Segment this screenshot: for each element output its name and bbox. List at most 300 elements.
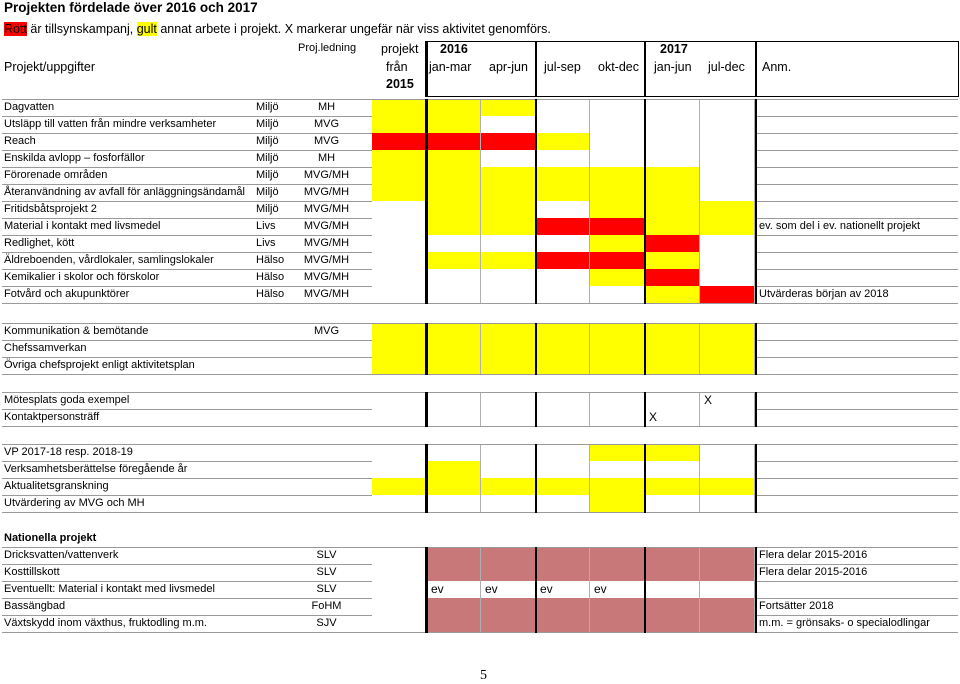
- schedule-cell: [372, 340, 427, 357]
- row-lead: FoHM: [311, 600, 342, 612]
- schedule-cell: [536, 252, 590, 269]
- schedule-cell: [427, 357, 481, 374]
- schedule-cell: [700, 547, 755, 564]
- schedule-cell: [645, 547, 700, 564]
- schedule-cell: [427, 547, 481, 564]
- row-note: ev. som del i ev. nationellt projekt: [759, 220, 921, 232]
- schedule-cell: [536, 495, 590, 512]
- row-lead: MVG/MH: [303, 237, 350, 249]
- schedule-cell: [536, 235, 590, 252]
- schedule-cell: [481, 286, 536, 303]
- schedule-cell: [645, 564, 700, 581]
- column-separator: [425, 444, 428, 513]
- header-year-2017: 2017: [660, 42, 688, 56]
- row-project-name: Övriga chefsprojekt enligt aktivitetsplan: [4, 359, 195, 371]
- header-period-apr-jun: apr-jun: [489, 60, 528, 74]
- schedule-cell: [645, 615, 700, 632]
- row-area: Hälso: [256, 288, 285, 300]
- schedule-cell: [481, 218, 536, 235]
- schedule-cell: [372, 461, 427, 478]
- schedule-cell: [427, 150, 481, 167]
- schedule-cell: [645, 357, 700, 374]
- row-project-name: Växtskydd inom växthus, fruktodling m.m.: [4, 617, 207, 629]
- row-project-name: Kontaktpersonsträff: [4, 411, 100, 423]
- schedule-cell: [372, 357, 427, 374]
- schedule-cell: [372, 201, 427, 218]
- schedule-cell: [590, 461, 645, 478]
- header-column-separator: [755, 41, 757, 97]
- column-separator: [425, 392, 428, 427]
- schedule-cell: [427, 598, 481, 615]
- row-project-name: Verksamhetsberättelse föregående år: [4, 463, 188, 475]
- header-column-separator: [535, 41, 537, 97]
- row-lead: MVG/MH: [303, 288, 350, 300]
- schedule-cell: [536, 478, 590, 495]
- schedule-cell: [590, 409, 645, 426]
- row-project-name: Fritidsbåtsprojekt 2: [4, 203, 97, 215]
- schedule-cell: [481, 184, 536, 201]
- eventual-mark: ev: [540, 582, 553, 596]
- column-separator: [755, 392, 757, 427]
- schedule-cell: [372, 564, 427, 581]
- header-period-jul-sep: jul-sep: [544, 60, 581, 74]
- row-area: Miljö: [256, 169, 279, 181]
- schedule-cell: [700, 133, 755, 150]
- schedule-cell: [481, 252, 536, 269]
- row-note: Utvärderas början av 2018: [759, 288, 889, 300]
- column-separator: [535, 99, 537, 304]
- row-project-name: Kemikalier i skolor och förskolor: [4, 271, 160, 283]
- schedule-cell: [536, 340, 590, 357]
- schedule-cell: [700, 167, 755, 184]
- row-project-name: VP 2017-18 resp. 2018-19: [4, 446, 133, 458]
- schedule-cell: [372, 444, 427, 461]
- row-lead: SLV: [316, 549, 337, 561]
- schedule-cell: [645, 252, 700, 269]
- row-project-name: Material i kontakt med livsmedel: [4, 220, 161, 232]
- schedule-cell: [700, 184, 755, 201]
- row-project-name: Dagvatten: [4, 101, 55, 113]
- schedule-cell: [700, 252, 755, 269]
- schedule-cell: [645, 392, 700, 409]
- schedule-cell: [645, 133, 700, 150]
- schedule-cell: [372, 409, 427, 426]
- schedule-cell: [536, 201, 590, 218]
- schedule-cell: [481, 615, 536, 632]
- schedule-cell: [700, 478, 755, 495]
- schedule-cell: [481, 116, 536, 133]
- schedule-cell: [590, 252, 645, 269]
- row-note: m.m. = grönsaks- o specialodlingar: [759, 617, 930, 629]
- schedule-cell: [590, 167, 645, 184]
- schedule-cell: [481, 269, 536, 286]
- schedule-cell: [427, 218, 481, 235]
- schedule-cell: [481, 478, 536, 495]
- schedule-cell: [590, 598, 645, 615]
- schedule-cell: [372, 392, 427, 409]
- column-separator: [535, 392, 537, 427]
- schedule-cell: [427, 615, 481, 632]
- row-area: Miljö: [256, 203, 279, 215]
- row-note: Fortsätter 2018: [759, 600, 834, 612]
- schedule-cell: [427, 201, 481, 218]
- page-title: Projekten fördelade över 2016 och 2017: [4, 0, 258, 15]
- schedule-cell: [700, 615, 755, 632]
- schedule-cell: [481, 409, 536, 426]
- schedule-cell: [536, 444, 590, 461]
- schedule-cell: [481, 547, 536, 564]
- schedule-cell: [645, 235, 700, 252]
- schedule-cell: [372, 547, 427, 564]
- schedule-cell: [590, 564, 645, 581]
- schedule-cell: [536, 598, 590, 615]
- schedule-cell: [645, 598, 700, 615]
- schedule-cell: [645, 201, 700, 218]
- row-project-name: Förorenade områden: [4, 169, 108, 181]
- schedule-cell: [372, 581, 427, 598]
- row-project-name: Enskilda avlopp – fosforfällor: [4, 152, 145, 164]
- schedule-cell: [481, 150, 536, 167]
- activity-x-mark: X: [649, 410, 658, 424]
- schedule-cell: [536, 133, 590, 150]
- schedule-cell: [536, 184, 590, 201]
- row-divider: [2, 374, 958, 375]
- legend-text-2: annat arbete i projekt. X markerar ungefär när viss aktivitet genomförs.: [156, 22, 551, 36]
- schedule-cell: [372, 478, 427, 495]
- group-top-divider: [2, 444, 958, 445]
- schedule-cell: [700, 99, 755, 116]
- schedule-cell: [645, 286, 700, 303]
- schedule-cell: [372, 235, 427, 252]
- row-divider: [2, 303, 958, 304]
- schedule-cell: [481, 167, 536, 184]
- schedule-cell: [700, 598, 755, 615]
- schedule-cell: [372, 133, 427, 150]
- schedule-cell: [427, 252, 481, 269]
- schedule-cell: [700, 581, 755, 598]
- column-separator: [755, 323, 757, 375]
- schedule-cell: [481, 340, 536, 357]
- row-project-name: Bassängbad: [4, 600, 66, 612]
- eventual-mark: ev: [431, 582, 444, 596]
- column-separator: [425, 323, 428, 375]
- schedule-cell: [481, 323, 536, 340]
- schedule-cell: [700, 564, 755, 581]
- column-separator: [425, 99, 428, 304]
- schedule-cell: [700, 495, 755, 512]
- section-heading-nationella: Nationella projekt: [4, 532, 97, 544]
- header-fran: från: [386, 60, 408, 74]
- schedule-cell: [590, 99, 645, 116]
- schedule-cell: [536, 286, 590, 303]
- row-project-name: Chefssamverkan: [4, 342, 87, 354]
- header-projekt-uppgifter: Projekt/uppgifter: [4, 60, 96, 74]
- schedule-cell: [481, 357, 536, 374]
- row-project-name: Utsläpp till vatten från mindre verksamheter: [4, 118, 217, 130]
- schedule-cell: [536, 564, 590, 581]
- schedule-cell: [536, 461, 590, 478]
- row-lead: MVG: [313, 118, 340, 130]
- schedule-cell: [481, 235, 536, 252]
- schedule-cell: [700, 357, 755, 374]
- schedule-cell: [372, 252, 427, 269]
- header-anm: Anm.: [762, 60, 792, 74]
- column-separator: [425, 547, 428, 633]
- schedule-cell: [372, 184, 427, 201]
- schedule-cell: [700, 150, 755, 167]
- legend-text-1: är tillsynskampanj,: [26, 22, 137, 36]
- row-project-name: Kosttillskott: [4, 566, 60, 578]
- row-divider: [2, 632, 958, 633]
- header-year-2016: 2016: [440, 42, 468, 56]
- row-note: Flera delar 2015-2016: [759, 566, 868, 578]
- row-project-name: Fotvård och akupunktörer: [4, 288, 130, 300]
- schedule-cell: [700, 323, 755, 340]
- schedule-cell: [700, 218, 755, 235]
- schedule-cell: [427, 461, 481, 478]
- schedule-cell: [645, 495, 700, 512]
- row-area: Hälso: [256, 271, 285, 283]
- schedule-cell: [700, 444, 755, 461]
- schedule-cell: [372, 323, 427, 340]
- column-separator: [755, 547, 757, 633]
- schedule-cell: [427, 116, 481, 133]
- row-project-name: Återanvändning av avfall för anläggningsändamål: [4, 186, 245, 198]
- schedule-cell: [590, 340, 645, 357]
- schedule-cell: [645, 581, 700, 598]
- row-lead: MVG/MH: [303, 271, 350, 283]
- schedule-cell: [590, 323, 645, 340]
- row-lead: MVG/MH: [303, 203, 350, 215]
- schedule-cell: [427, 133, 481, 150]
- row-lead: MVG/MH: [303, 169, 350, 181]
- schedule-cell: [645, 218, 700, 235]
- header-period-jan-mar: jan-mar: [429, 60, 472, 74]
- schedule-cell: [645, 478, 700, 495]
- schedule-cell: [372, 218, 427, 235]
- schedule-cell: [700, 340, 755, 357]
- schedule-cell: [536, 323, 590, 340]
- schedule-cell: [536, 218, 590, 235]
- row-divider: [2, 426, 958, 427]
- schedule-cell: [645, 444, 700, 461]
- schedule-cell: [372, 167, 427, 184]
- schedule-cell: [427, 340, 481, 357]
- legend-yellow-word: gult: [136, 22, 157, 36]
- schedule-cell: [700, 409, 755, 426]
- row-lead: SLV: [316, 583, 337, 595]
- column-separator: [644, 547, 646, 633]
- row-lead: MVG: [313, 325, 340, 337]
- schedule-cell: [427, 184, 481, 201]
- schedule-cell: [700, 286, 755, 303]
- schedule-cell: [372, 116, 427, 133]
- column-separator: [644, 392, 646, 427]
- row-project-name: Äldreboenden, vårdlokaler, samlingslokaler: [4, 254, 214, 266]
- schedule-cell: [427, 235, 481, 252]
- schedule-cell: [590, 547, 645, 564]
- schedule-cell: [427, 409, 481, 426]
- schedule-cell: [536, 357, 590, 374]
- schedule-cell: [590, 478, 645, 495]
- row-project-name: Dricksvatten/vattenverk: [4, 549, 119, 561]
- schedule-cell: [700, 201, 755, 218]
- activity-x-mark: X: [704, 393, 713, 407]
- row-project-name: Utvärdering av MVG och MH: [4, 497, 145, 509]
- row-lead: MVG/MH: [303, 220, 350, 232]
- column-separator: [644, 444, 646, 513]
- schedule-cell: [372, 495, 427, 512]
- schedule-cell: [645, 340, 700, 357]
- group-top-divider: [2, 547, 958, 548]
- row-area: Miljö: [256, 152, 279, 164]
- schedule-cell: [590, 133, 645, 150]
- header-proj-ledning: Proj.ledning: [298, 42, 357, 54]
- schedule-cell: [427, 444, 481, 461]
- schedule-cell: [590, 269, 645, 286]
- group-top-divider: [2, 323, 958, 324]
- row-lead: MH: [317, 152, 336, 164]
- legend-red-word: Rött: [4, 22, 27, 36]
- schedule-cell: [427, 323, 481, 340]
- schedule-cell: [372, 615, 427, 632]
- schedule-cell: [536, 150, 590, 167]
- column-separator: [755, 444, 757, 513]
- schedule-cell: [590, 615, 645, 632]
- row-lead: SLV: [316, 566, 337, 578]
- schedule-cell: [372, 598, 427, 615]
- schedule-cell: [427, 269, 481, 286]
- schedule-cell: [481, 99, 536, 116]
- page-number: 5: [480, 668, 487, 683]
- schedule-cell: [427, 392, 481, 409]
- schedule-cell: [536, 99, 590, 116]
- schedule-cell: [590, 444, 645, 461]
- schedule-cell: [427, 167, 481, 184]
- schedule-cell: [645, 323, 700, 340]
- row-project-name: Eventuellt: Material i kontakt med livsmedel: [4, 583, 215, 595]
- schedule-cell: [481, 495, 536, 512]
- schedule-cell: [590, 495, 645, 512]
- schedule-cell: [481, 133, 536, 150]
- schedule-cell: [645, 167, 700, 184]
- schedule-cell: [427, 286, 481, 303]
- column-separator: [644, 323, 646, 375]
- schedule-cell: [536, 116, 590, 133]
- schedule-cell: [536, 269, 590, 286]
- header-2015: 2015: [386, 77, 414, 91]
- schedule-cell: [536, 392, 590, 409]
- schedule-cell: [590, 235, 645, 252]
- schedule-cell: [590, 357, 645, 374]
- row-project-name: Aktualitetsgranskning: [4, 480, 109, 492]
- schedule-cell: [536, 167, 590, 184]
- schedule-cell: [536, 409, 590, 426]
- row-area: Miljö: [256, 101, 279, 113]
- schedule-cell: [700, 269, 755, 286]
- row-area: Livs: [256, 220, 276, 232]
- row-area: Miljö: [256, 135, 279, 147]
- column-separator: [644, 99, 646, 304]
- schedule-cell: [645, 150, 700, 167]
- schedule-cell: [372, 99, 427, 116]
- schedule-cell: [645, 269, 700, 286]
- schedule-cell: [481, 392, 536, 409]
- row-lead: MVG/MH: [303, 186, 350, 198]
- schedule-cell: [427, 564, 481, 581]
- column-separator: [535, 444, 537, 513]
- row-lead: MVG: [313, 135, 340, 147]
- row-divider: [2, 512, 958, 513]
- eventual-mark: ev: [594, 582, 607, 596]
- row-project-name: Mötesplats goda exempel: [4, 394, 130, 406]
- header-period-okt-dec: okt-dec: [598, 60, 639, 74]
- column-separator: [755, 99, 757, 304]
- header-projekt: projekt: [381, 42, 419, 56]
- header-period-jan-jun: jan-jun: [654, 60, 692, 74]
- schedule-cell: [372, 286, 427, 303]
- schedule-cell: [590, 116, 645, 133]
- schedule-cell: [590, 150, 645, 167]
- row-lead: MVG/MH: [303, 254, 350, 266]
- row-area: Miljö: [256, 118, 279, 130]
- schedule-cell: [372, 150, 427, 167]
- row-area: Miljö: [256, 186, 279, 198]
- row-project-name: Reach: [4, 135, 36, 147]
- group-top-divider: [2, 392, 958, 393]
- schedule-cell: [645, 99, 700, 116]
- column-separator: [535, 547, 537, 633]
- schedule-cell: [481, 564, 536, 581]
- row-area: Livs: [256, 237, 276, 249]
- row-lead: MH: [317, 101, 336, 113]
- schedule-cell: [590, 201, 645, 218]
- eventual-mark: ev: [485, 582, 498, 596]
- schedule-cell: [700, 116, 755, 133]
- row-project-name: Redlighet, kött: [4, 237, 75, 249]
- schedule-cell: [645, 116, 700, 133]
- group-top-divider: [2, 99, 958, 100]
- schedule-cell: [700, 461, 755, 478]
- schedule-cell: [536, 547, 590, 564]
- schedule-cell: [700, 235, 755, 252]
- schedule-cell: [645, 184, 700, 201]
- legend-line: [4, 22, 551, 36]
- schedule-cell: [536, 615, 590, 632]
- schedule-cell: [590, 184, 645, 201]
- header-column-separator: [644, 41, 646, 97]
- schedule-cell: [481, 461, 536, 478]
- schedule-cell: [481, 201, 536, 218]
- row-note: Flera delar 2015-2016: [759, 549, 868, 561]
- schedule-cell: [645, 461, 700, 478]
- schedule-cell: [590, 286, 645, 303]
- column-separator: [535, 323, 537, 375]
- schedule-cell: [427, 495, 481, 512]
- schedule-cell: [590, 392, 645, 409]
- schedule-cell: [427, 478, 481, 495]
- header-column-separator: [425, 41, 428, 97]
- schedule-cell: [427, 99, 481, 116]
- row-project-name: Kommunikation & bemötande: [4, 325, 149, 337]
- header-period-jul-dec: jul-dec: [708, 60, 745, 74]
- row-area: Hälso: [256, 254, 285, 266]
- schedule-cell: [372, 269, 427, 286]
- schedule-cell: [590, 218, 645, 235]
- schedule-cell: [481, 444, 536, 461]
- row-lead: SJV: [316, 617, 337, 629]
- schedule-cell: [481, 598, 536, 615]
